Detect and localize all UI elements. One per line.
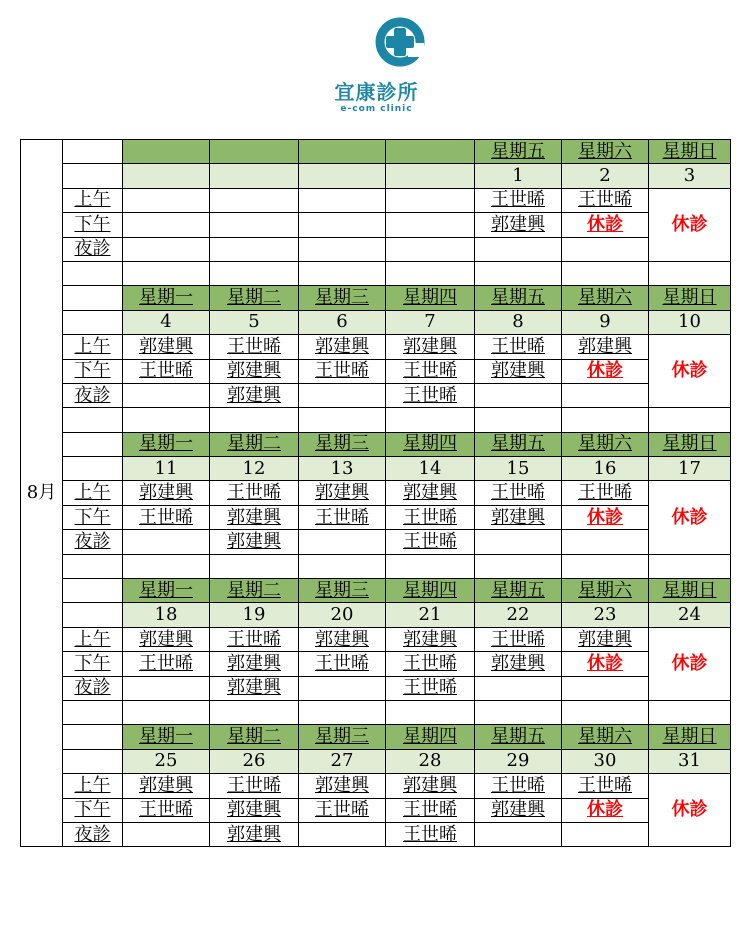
label-cell xyxy=(63,140,123,164)
date-row xyxy=(21,164,731,188)
weekday-header: 星期二 xyxy=(210,579,299,603)
label-cell xyxy=(63,286,123,310)
spacer-row xyxy=(21,700,731,724)
weekday-header: 星期日 xyxy=(649,579,731,603)
date-cell: 7 xyxy=(386,310,475,334)
doctor-cell: 王世晞 xyxy=(562,774,649,798)
slot-label: 夜診 xyxy=(63,530,123,554)
doctor-cell: 郭建興 xyxy=(210,530,299,554)
slot-row xyxy=(21,188,731,212)
doctor-cell xyxy=(299,822,386,846)
doctor-cell: 王世晞 xyxy=(475,188,562,212)
weekday-header: 星期五 xyxy=(475,432,562,456)
weekday-header xyxy=(210,140,299,164)
date-cell: 21 xyxy=(386,603,475,627)
empty-cell xyxy=(562,554,649,578)
doctor-cell xyxy=(475,822,562,846)
weekday-header: 星期四 xyxy=(386,286,475,310)
date-cell: 22 xyxy=(475,603,562,627)
empty-cell xyxy=(123,261,210,285)
date-cell: 5 xyxy=(210,310,299,334)
slot-row xyxy=(21,335,731,359)
slot-label: 夜診 xyxy=(63,383,123,407)
weekday-header: 星期一 xyxy=(123,286,210,310)
weekday-header: 星期日 xyxy=(649,286,731,310)
clinic-subtitle: e-com clinic xyxy=(340,104,413,114)
slot-row xyxy=(21,213,731,237)
weekday-header: 星期五 xyxy=(475,286,562,310)
doctor-cell: 王世晞 xyxy=(210,627,299,651)
weekday-header xyxy=(123,140,210,164)
label-cell xyxy=(63,603,123,627)
date-cell: 20 xyxy=(299,603,386,627)
label-cell xyxy=(63,310,123,334)
doctor-cell xyxy=(210,188,299,212)
doctor-cell: 郭建興 xyxy=(386,335,475,359)
date-cell: 27 xyxy=(299,749,386,773)
sunday-closed-cell: 休診 xyxy=(649,774,731,847)
slot-row xyxy=(21,505,731,529)
weekday-header: 星期三 xyxy=(299,579,386,603)
date-cell: 11 xyxy=(123,457,210,481)
date-cell: 30 xyxy=(562,749,649,773)
doctor-cell: 郭建興 xyxy=(475,213,562,237)
date-cell: 12 xyxy=(210,457,299,481)
doctor-cell: 王世晞 xyxy=(299,652,386,676)
date-row xyxy=(21,603,731,627)
slot-label: 下午 xyxy=(63,359,123,383)
label-cell xyxy=(63,457,123,481)
doctor-cell: 郭建興 xyxy=(210,822,299,846)
closed-cell: 休診 xyxy=(562,798,649,822)
doctor-cell xyxy=(210,237,299,261)
slot-row xyxy=(21,822,731,846)
sunday-closed-cell: 休診 xyxy=(649,627,731,700)
slot-label: 上午 xyxy=(63,188,123,212)
doctor-cell: 郭建興 xyxy=(123,627,210,651)
date-cell: 16 xyxy=(562,457,649,481)
weekday-header: 星期五 xyxy=(475,140,562,164)
weekday-header: 星期二 xyxy=(210,725,299,749)
doctor-cell xyxy=(562,676,649,700)
date-cell: 8 xyxy=(475,310,562,334)
doctor-cell: 王世晞 xyxy=(123,652,210,676)
slot-label: 下午 xyxy=(63,213,123,237)
doctor-cell: 郭建興 xyxy=(475,652,562,676)
clinic-schedule-table xyxy=(20,139,731,847)
doctor-cell: 王世晞 xyxy=(386,676,475,700)
doctor-cell xyxy=(475,383,562,407)
closed-cell: 休診 xyxy=(562,359,649,383)
doctor-cell xyxy=(123,530,210,554)
weekday-header xyxy=(386,140,475,164)
date-cell: 15 xyxy=(475,457,562,481)
doctor-cell xyxy=(475,676,562,700)
doctor-cell xyxy=(299,530,386,554)
weekday-header: 星期四 xyxy=(386,725,475,749)
doctor-cell xyxy=(123,188,210,212)
doctor-cell: 王世晞 xyxy=(475,627,562,651)
weekday-row xyxy=(21,286,731,310)
date-cell: 23 xyxy=(562,603,649,627)
empty-cell xyxy=(562,261,649,285)
spacer-row xyxy=(21,554,731,578)
empty-cell xyxy=(123,700,210,724)
slot-label: 夜診 xyxy=(63,822,123,846)
doctor-cell: 王世晞 xyxy=(123,505,210,529)
date-cell: 10 xyxy=(649,310,731,334)
empty-cell xyxy=(649,700,731,724)
doctor-cell: 王世晞 xyxy=(562,188,649,212)
date-cell: 2 xyxy=(562,164,649,188)
empty-cell xyxy=(210,261,299,285)
slot-row xyxy=(21,774,731,798)
doctor-cell: 郭建興 xyxy=(210,359,299,383)
empty-cell xyxy=(649,408,731,432)
doctor-cell: 郭建興 xyxy=(210,505,299,529)
empty-cell xyxy=(386,700,475,724)
date-cell: 29 xyxy=(475,749,562,773)
weekday-header: 星期二 xyxy=(210,286,299,310)
slot-label: 上午 xyxy=(63,627,123,651)
weekday-row xyxy=(21,579,731,603)
weekday-header: 星期三 xyxy=(299,725,386,749)
doctor-cell xyxy=(562,237,649,261)
empty-cell xyxy=(63,408,123,432)
doctor-cell xyxy=(562,383,649,407)
empty-cell xyxy=(649,554,731,578)
weekday-header: 星期二 xyxy=(210,432,299,456)
empty-cell xyxy=(63,554,123,578)
slot-label: 夜診 xyxy=(63,676,123,700)
sunday-closed-cell: 休診 xyxy=(649,188,731,261)
empty-cell xyxy=(210,554,299,578)
label-cell xyxy=(63,749,123,773)
weekday-header: 星期五 xyxy=(475,579,562,603)
date-cell xyxy=(299,164,386,188)
doctor-cell xyxy=(210,213,299,237)
doctor-cell: 王世晞 xyxy=(475,774,562,798)
doctor-cell: 郭建興 xyxy=(210,676,299,700)
doctor-cell: 郭建興 xyxy=(299,481,386,505)
empty-cell xyxy=(299,408,386,432)
doctor-cell xyxy=(386,213,475,237)
date-cell: 14 xyxy=(386,457,475,481)
doctor-cell: 郭建興 xyxy=(299,335,386,359)
doctor-cell: 郭建興 xyxy=(210,383,299,407)
doctor-cell: 王世晞 xyxy=(386,530,475,554)
date-cell: 3 xyxy=(649,164,731,188)
empty-cell xyxy=(562,408,649,432)
label-cell xyxy=(63,579,123,603)
doctor-cell: 王世晞 xyxy=(123,359,210,383)
doctor-cell: 郭建興 xyxy=(475,359,562,383)
weekday-header: 星期一 xyxy=(123,725,210,749)
date-cell: 19 xyxy=(210,603,299,627)
weekday-row xyxy=(21,432,731,456)
doctor-cell xyxy=(123,383,210,407)
closed-cell: 休診 xyxy=(562,505,649,529)
doctor-cell xyxy=(299,383,386,407)
empty-cell xyxy=(210,408,299,432)
date-cell: 13 xyxy=(299,457,386,481)
doctor-cell: 王世晞 xyxy=(210,481,299,505)
doctor-cell: 王世晞 xyxy=(386,383,475,407)
doctor-cell xyxy=(123,676,210,700)
doctor-cell xyxy=(299,188,386,212)
date-cell: 26 xyxy=(210,749,299,773)
slot-label: 夜診 xyxy=(63,237,123,261)
slot-row xyxy=(21,798,731,822)
doctor-cell: 郭建興 xyxy=(299,774,386,798)
slot-row xyxy=(21,676,731,700)
slot-row xyxy=(21,359,731,383)
spacer-row xyxy=(21,261,731,285)
spacer-row xyxy=(21,408,731,432)
closed-cell: 休診 xyxy=(562,213,649,237)
doctor-cell xyxy=(299,237,386,261)
weekday-header: 星期一 xyxy=(123,579,210,603)
date-row xyxy=(21,457,731,481)
weekday-header: 星期三 xyxy=(299,432,386,456)
date-cell: 25 xyxy=(123,749,210,773)
doctor-cell: 王世晞 xyxy=(475,481,562,505)
empty-cell xyxy=(475,554,562,578)
slot-row xyxy=(21,652,731,676)
doctor-cell xyxy=(386,237,475,261)
empty-cell xyxy=(475,408,562,432)
doctor-cell: 郭建興 xyxy=(299,627,386,651)
doctor-cell xyxy=(299,676,386,700)
doctor-cell: 王世晞 xyxy=(386,822,475,846)
doctor-cell xyxy=(386,188,475,212)
doctor-cell: 郭建興 xyxy=(386,627,475,651)
weekday-header: 星期四 xyxy=(386,432,475,456)
doctor-cell: 郭建興 xyxy=(210,652,299,676)
date-cell: 6 xyxy=(299,310,386,334)
empty-cell xyxy=(386,554,475,578)
empty-cell xyxy=(299,700,386,724)
doctor-cell: 郭建興 xyxy=(210,798,299,822)
date-cell: 24 xyxy=(649,603,731,627)
empty-cell xyxy=(299,554,386,578)
weekday-header: 星期六 xyxy=(562,579,649,603)
sunday-closed-cell: 休診 xyxy=(649,335,731,408)
weekday-header: 星期六 xyxy=(562,725,649,749)
weekday-header: 星期五 xyxy=(475,725,562,749)
doctor-cell: 郭建興 xyxy=(386,774,475,798)
weekday-header: 星期日 xyxy=(649,725,731,749)
doctor-cell: 王世晞 xyxy=(386,359,475,383)
doctor-cell xyxy=(123,213,210,237)
clinic-logo xyxy=(0,0,753,130)
slot-row xyxy=(21,383,731,407)
slot-label: 下午 xyxy=(63,798,123,822)
weekday-header: 星期三 xyxy=(299,286,386,310)
slot-row xyxy=(21,237,731,261)
empty-cell xyxy=(299,261,386,285)
slot-row xyxy=(21,627,731,651)
label-cell xyxy=(63,432,123,456)
slot-label: 下午 xyxy=(63,652,123,676)
doctor-cell: 王世晞 xyxy=(386,652,475,676)
slot-label: 上午 xyxy=(63,335,123,359)
weekday-header: 星期六 xyxy=(562,432,649,456)
doctor-cell xyxy=(123,237,210,261)
doctor-cell xyxy=(123,822,210,846)
doctor-cell: 王世晞 xyxy=(562,481,649,505)
empty-cell xyxy=(63,700,123,724)
slot-row xyxy=(21,481,731,505)
empty-cell xyxy=(475,700,562,724)
date-cell xyxy=(123,164,210,188)
sunday-closed-cell: 休診 xyxy=(649,481,731,554)
doctor-cell: 王世晞 xyxy=(299,798,386,822)
doctor-cell: 郭建興 xyxy=(123,481,210,505)
date-cell xyxy=(386,164,475,188)
weekday-header: 星期日 xyxy=(649,140,731,164)
date-cell: 17 xyxy=(649,457,731,481)
date-cell: 1 xyxy=(475,164,562,188)
doctor-cell: 王世晞 xyxy=(123,798,210,822)
empty-cell xyxy=(562,700,649,724)
weekday-header xyxy=(299,140,386,164)
doctor-cell: 郭建興 xyxy=(562,627,649,651)
doctor-cell: 王世晞 xyxy=(386,798,475,822)
date-cell xyxy=(210,164,299,188)
doctor-cell: 郭建興 xyxy=(123,335,210,359)
e-plus-logo-icon xyxy=(372,14,428,70)
date-cell: 4 xyxy=(123,310,210,334)
date-row xyxy=(21,749,731,773)
weekday-header: 星期六 xyxy=(562,140,649,164)
doctor-cell xyxy=(475,530,562,554)
doctor-cell: 王世晞 xyxy=(210,774,299,798)
weekday-row xyxy=(21,140,731,164)
empty-cell xyxy=(123,554,210,578)
doctor-cell: 郭建興 xyxy=(562,335,649,359)
clinic-name: 宜康診所 xyxy=(334,80,419,104)
doctor-cell: 郭建興 xyxy=(475,798,562,822)
doctor-cell: 王世晞 xyxy=(299,505,386,529)
date-row xyxy=(21,310,731,334)
doctor-cell xyxy=(475,237,562,261)
empty-cell xyxy=(386,408,475,432)
weekday-header: 星期六 xyxy=(562,286,649,310)
slot-label: 上午 xyxy=(63,481,123,505)
slot-row xyxy=(21,530,731,554)
doctor-cell: 王世晞 xyxy=(386,505,475,529)
month-label: 8月 xyxy=(21,140,63,847)
closed-cell: 休診 xyxy=(562,652,649,676)
doctor-cell: 王世晞 xyxy=(299,359,386,383)
date-cell: 28 xyxy=(386,749,475,773)
doctor-cell: 郭建興 xyxy=(386,481,475,505)
slot-label: 下午 xyxy=(63,505,123,529)
doctor-cell: 王世晞 xyxy=(210,335,299,359)
weekday-row xyxy=(21,725,731,749)
empty-cell xyxy=(475,261,562,285)
doctor-cell xyxy=(562,822,649,846)
label-cell xyxy=(63,725,123,749)
empty-cell xyxy=(649,261,731,285)
date-cell: 18 xyxy=(123,603,210,627)
weekday-header: 星期一 xyxy=(123,432,210,456)
empty-cell xyxy=(123,408,210,432)
doctor-cell: 郭建興 xyxy=(475,505,562,529)
doctor-cell: 王世晞 xyxy=(475,335,562,359)
date-cell: 9 xyxy=(562,310,649,334)
empty-cell xyxy=(63,261,123,285)
weekday-header: 星期日 xyxy=(649,432,731,456)
doctor-cell xyxy=(562,530,649,554)
empty-cell xyxy=(386,261,475,285)
label-cell xyxy=(63,164,123,188)
doctor-cell: 郭建興 xyxy=(123,774,210,798)
slot-label: 上午 xyxy=(63,774,123,798)
empty-cell xyxy=(210,700,299,724)
weekday-header: 星期四 xyxy=(386,579,475,603)
date-cell: 31 xyxy=(649,749,731,773)
doctor-cell xyxy=(299,213,386,237)
